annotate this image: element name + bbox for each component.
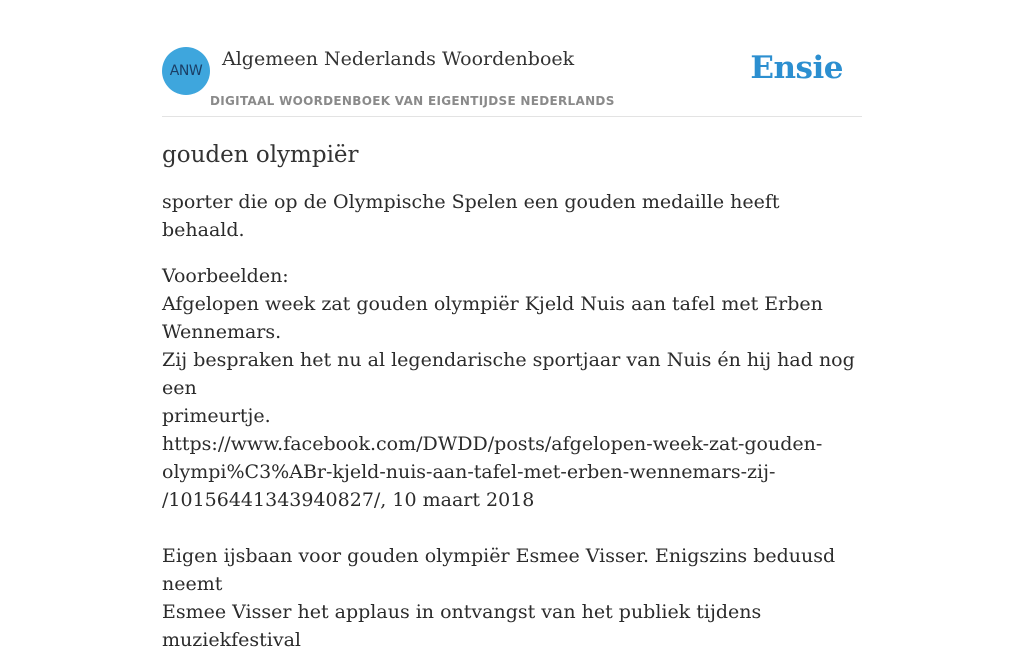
entry-definition: sporter die op de Olympische Spelen een gouden medaille heeft behaald. <box>162 191 780 241</box>
entry-headword: gouden olympiër <box>162 142 359 168</box>
example-item: Afgelopen week zat gouden olympiër Kjeld Nuis aan tafel met Erben Wennemars. Zij bespraken het nu al legendarische sportjaar van Nuis én hij had nog een primeurtje. https://www.facebook.com/DWDD/posts/afgelopen-week-zat-gouden- olympi%C3%ABr-kjeld-nuis-aan-tafel-met-erben-wennemars-zij- /10156441343940827/, 10 maart 2018 <box>162 293 855 511</box>
example-item: Eigen ijsbaan voor gouden olympiër Esmee Visser. Enigszins beduusd neemt Esmee Visser het applaus in ontvangst van het publiek tijdens muziekfestival <box>162 545 836 651</box>
examples-label: Voorbeelden: <box>162 265 289 287</box>
site-header <box>162 46 862 117</box>
entry-content <box>162 140 862 654</box>
ensie-brand-link[interactable]: Ensie <box>750 50 843 86</box>
site-subtitle: DIGITAAL WOORDENBOEK VAN EIGENTIJDSE NEDERLANDS <box>210 94 615 108</box>
anw-logo[interactable]: ANW <box>162 47 210 95</box>
site-title[interactable]: Algemeen Nederlands Woordenboek <box>222 48 575 70</box>
